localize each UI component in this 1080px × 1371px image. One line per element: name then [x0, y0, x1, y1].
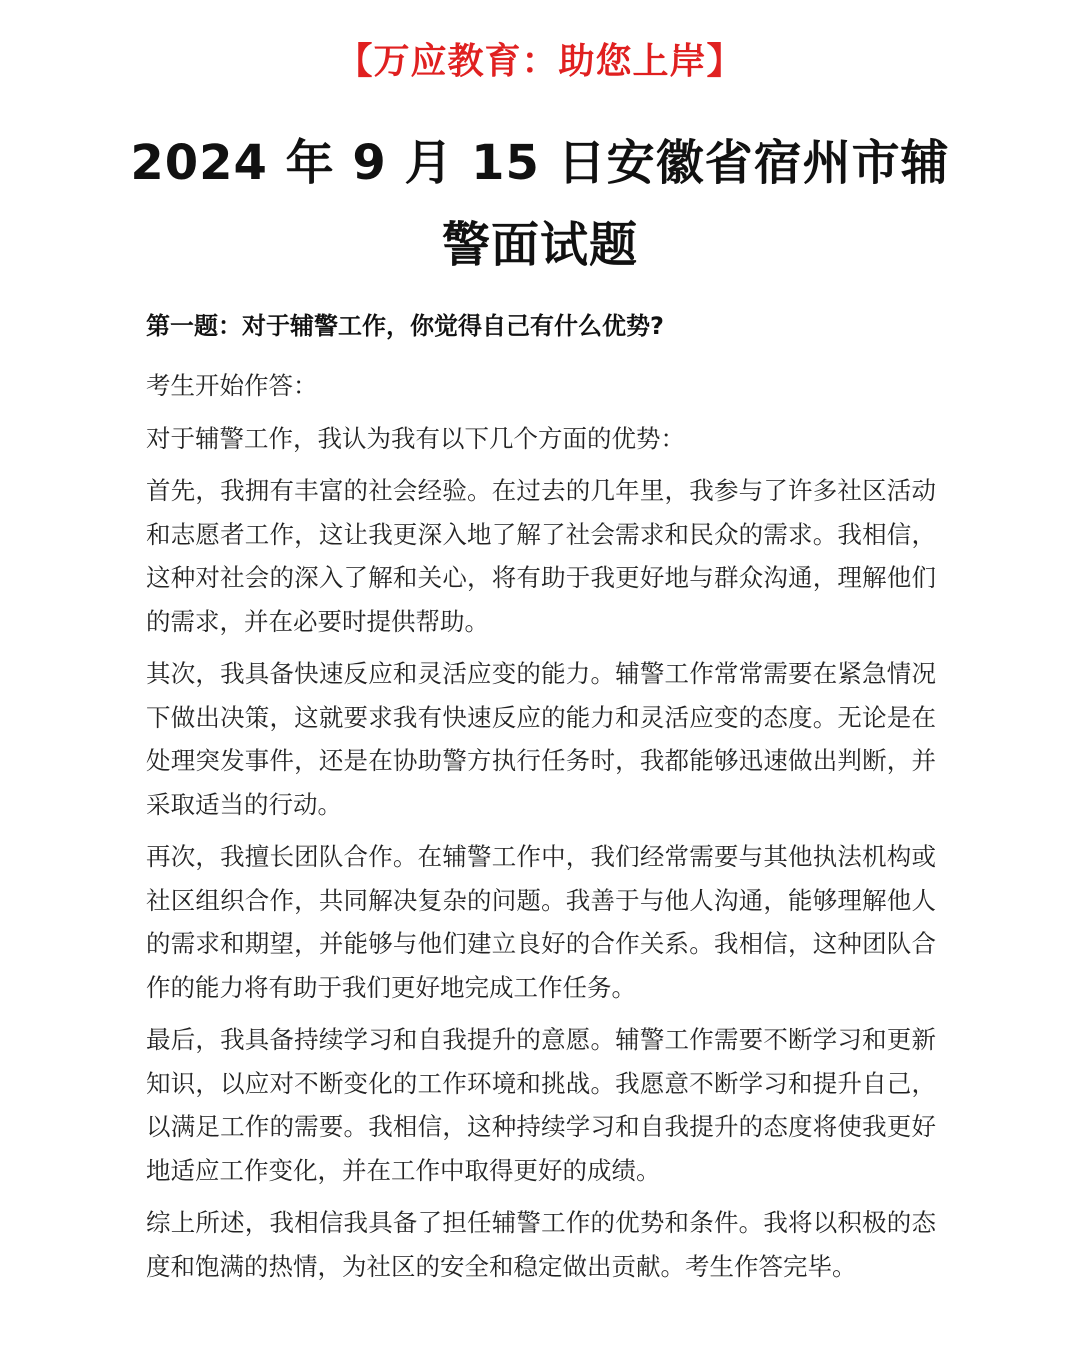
answer-paragraph: 最后，我具备持续学习和自我提升的意愿。辅警工作需要不断学习和更新知识，以应对不断变化的工作环境和挑战。我愿意不断学习和提升自己，以满足工作的需要。我相信，这种持续学习和自我提升的态度将使我更好地适应工作变化，并在工作中取得更好的成绩。 [146, 1025, 936, 1185]
question-heading: 第一题：对于辅警工作，你觉得自己有什么优势? [146, 312, 664, 340]
answer-intro: 考生开始作答： [146, 371, 318, 400]
article-body [146, 304, 936, 1297]
answer-conclusion: 综上所述，我相信我具备了担任辅警工作的优势和条件。我将以积极的态度和饱满的热情，为社区的安全和稳定做出贡献。考生作答完毕。 [146, 1208, 936, 1281]
answer-paragraph: 其次，我具备快速反应和灵活应变的能力。辅警工作常常需要在紧急情况下做出决策，这就要求我有快速反应的能力和灵活应变的态度。无论是在处理突发事件，还是在协助警方执行任务时，我都能够迅速做出判断，并采取适当的行动。 [146, 659, 936, 819]
answer-paragraph: 首先，我拥有丰富的社会经验。在过去的几年里，我参与了许多社区活动和志愿者工作，这让我更深入地了解了社会需求和民众的需求。我相信，这种对社会的深入了解和关心，将有助于我更好地与群众沟通，理解他们的需求，并在必要时提供帮助。 [146, 476, 936, 636]
answer-paragraph: 再次，我擅长团队合作。在辅警工作中，我们经常需要与其他执法机构或社区组织合作，共同解决复杂的问题。我善于与他人沟通，能够理解他人的需求和期望，并能够与他们建立良好的合作关系。我相信，这种团队合作的能力将有助于我们更好地完成工作任务。 [146, 842, 936, 1002]
brand-banner: 【万应教育：助您上岸】 [336, 41, 744, 82]
page-title: 2024 年 9 月 15 日安徽省宿州市辅警面试题 [130, 135, 950, 273]
answer-lead: 对于辅警工作，我认为我有以下几个方面的优势： [146, 423, 685, 453]
